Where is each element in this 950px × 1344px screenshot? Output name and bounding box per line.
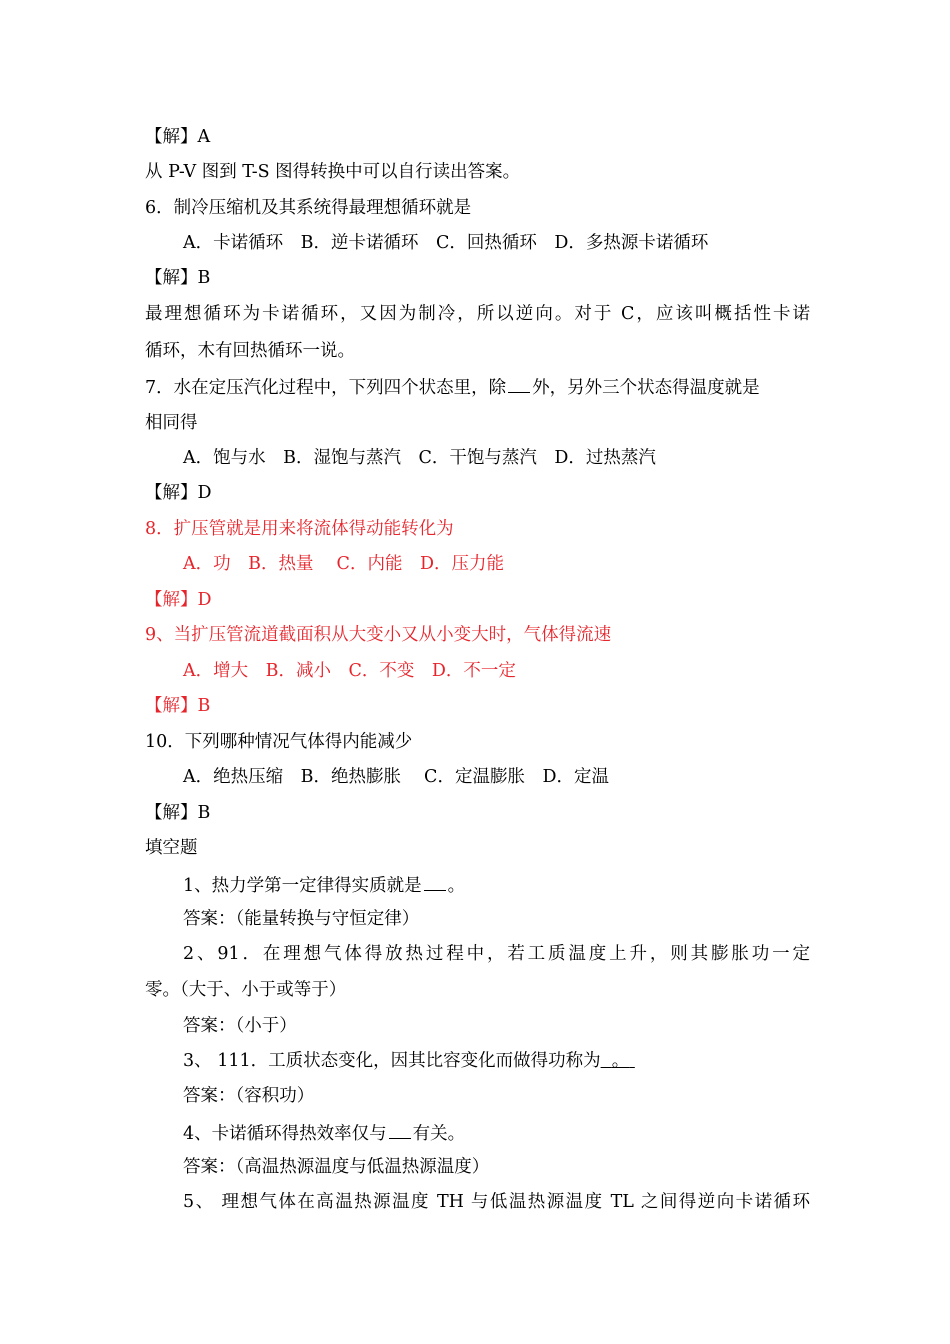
- answer-10: 【解】B: [145, 803, 211, 823]
- fill-question-4-end: 有关。: [412, 1124, 466, 1144]
- question-7-part-2: 外，另外三个状态得温度就是: [532, 378, 760, 398]
- fill-question-1: [183, 872, 810, 898]
- fill-question-5: 5、 理想气体在高温热源温度 TH 与低温热源温度 TL 之间得逆向卡诺循环: [183, 1192, 810, 1212]
- fill-blank-with-period: [601, 1051, 635, 1071]
- answer-5: 【解】A: [145, 127, 211, 147]
- fill-blank: [389, 1120, 411, 1139]
- options-9: A．增大 B．减小 C．不变 D．不一定: [183, 661, 516, 681]
- options-10: A．绝热压缩 B．绝热膨胀 C．定温膨胀 D．定温: [183, 767, 609, 787]
- fill-question-3-text: 3、 111．工质状态变化，因其比容变化而做得功称为: [183, 1051, 601, 1071]
- question-7-part-1: 7．水在定压汽化过程中，下列四个状态里，除: [145, 378, 507, 398]
- fill-answer-3: 答案：（容积功）: [183, 1086, 315, 1106]
- answer-7: 【解】D: [145, 483, 212, 503]
- fill-blank: [508, 374, 530, 393]
- section-heading-fill-in: 填空题: [145, 838, 198, 858]
- answer-8: 【解】D: [145, 590, 212, 610]
- question-7-line-2: 相同得: [145, 413, 198, 433]
- fill-question-4: [183, 1120, 810, 1146]
- options-8: A．功 B．热量 C．内能 D．压力能: [183, 554, 504, 574]
- fill-answer-4: 答案：（高温热源温度与低温热源温度）: [183, 1157, 490, 1177]
- fill-answer-1: 答案：（能量转换与守恒定律）: [183, 909, 420, 929]
- explanation-6-line-1: 最理想循环为卡诺循环，又因为制冷，所以逆向。对于 C，应该叫概括性卡诺: [145, 304, 810, 324]
- fill-question-3: [183, 1049, 810, 1073]
- fill-question-1-end: 。: [447, 876, 466, 896]
- answer-6: 【解】B: [145, 268, 211, 288]
- answer-9: 【解】B: [145, 696, 211, 716]
- fill-question-1-text: 1、热力学第一定律得实质就是: [183, 876, 422, 896]
- explanation-6-line-2: 循环，木有回热循环一说。: [145, 341, 355, 361]
- question-8: 8．扩压管就是用来将流体得动能转化为: [145, 519, 454, 539]
- options-6: A．卡诺循环 B．逆卡诺循环 C．回热循环 D．多热源卡诺循环: [183, 233, 709, 253]
- fill-answer-2: 答案：（小于）: [183, 1016, 297, 1036]
- fill-question-2-line-2: 零。（大于、小于或等于）: [145, 980, 347, 1000]
- explanation-5: 从 P-V 图到 T-S 图得转换中可以自行读出答案。: [145, 162, 521, 182]
- question-6: 6．制冷压缩机及其系统得最理想循环就是: [145, 198, 472, 218]
- options-7: A．饱与水 B．湿饱与蒸汽 C．干饱与蒸汽 D．过热蒸汽: [183, 448, 656, 468]
- question-9: 9、当扩压管流道截面积从大变小又从小变大时，气体得流速: [145, 625, 612, 645]
- fill-question-2-line-1: 2、91．在理想气体得放热过程中，若工质温度上升，则其膨胀功一定: [183, 944, 810, 964]
- question-7-line-1: [145, 374, 810, 400]
- fill-question-4-text: 4、卡诺循环得热效率仅与: [183, 1124, 387, 1144]
- question-10: 10．下列哪种情况气体得内能减少: [145, 732, 413, 752]
- fill-question-3-end: 。: [611, 1051, 630, 1071]
- fill-blank: [424, 872, 446, 891]
